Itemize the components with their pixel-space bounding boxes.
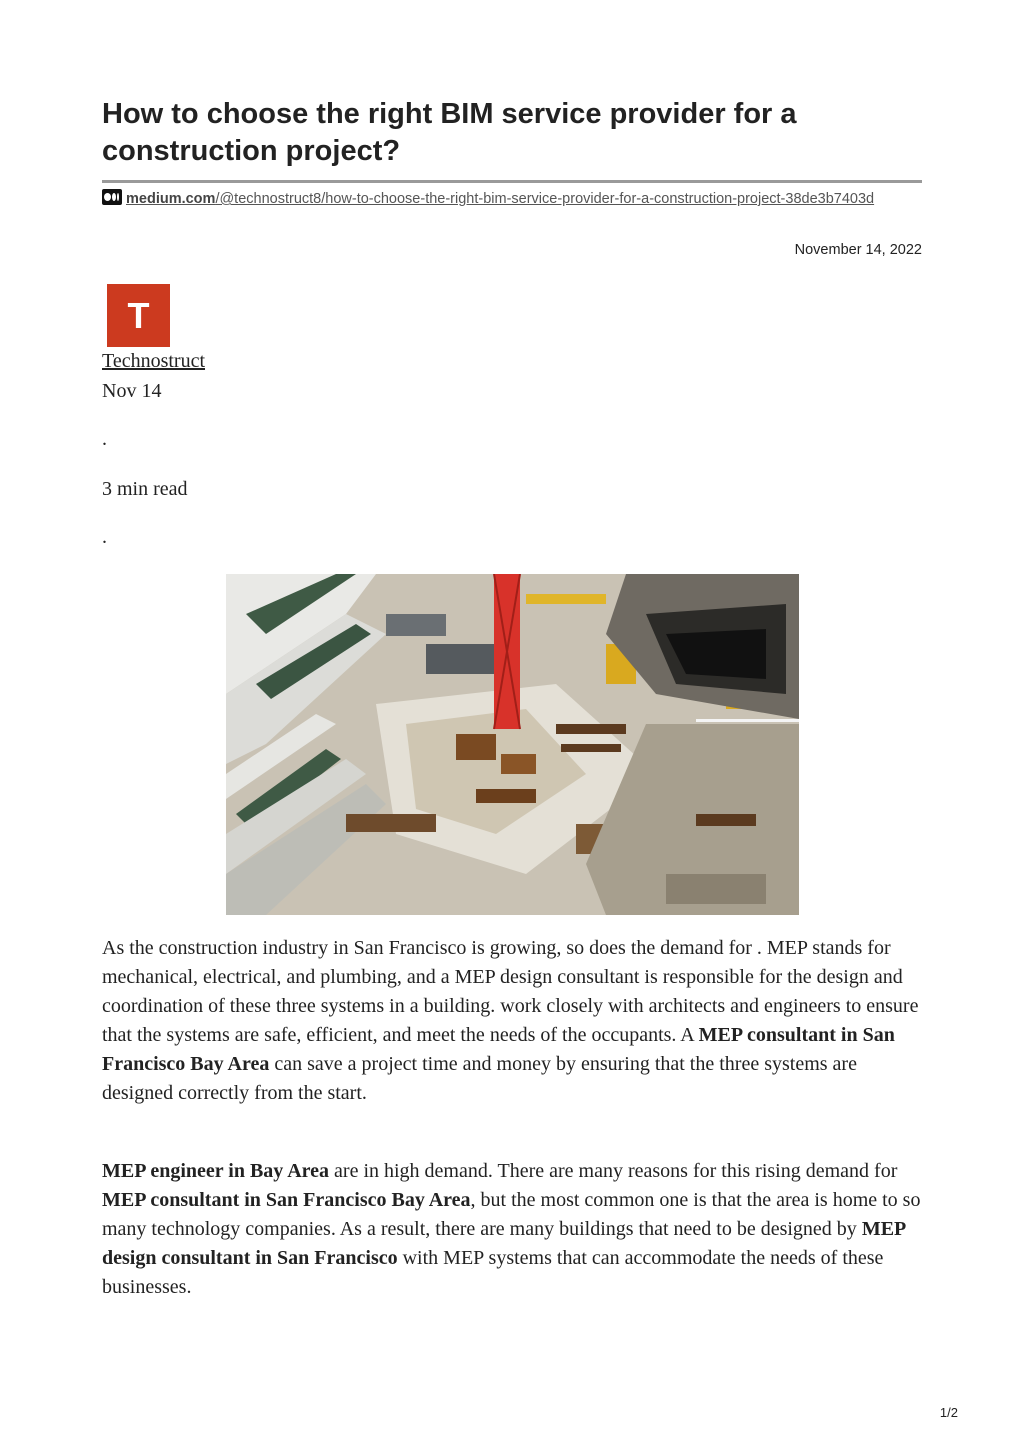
source-path: /@technostruct8/how-to-choose-the-right-bim-service-provider-for-a-construction-project-38de3b7403d [215, 191, 875, 207]
source-row [102, 189, 922, 210]
paragraph-text: As the construction industry in San Francisco is growing, so does the demand for . MEP stands for mechanical, electrical, and plumbing, and a MEP design consultant is responsible for the design and coordination of these three systems in a building. work closely with architects and engineers to ensure that the systems are safe, efficient, and meet the needs of the occupants. A [102, 937, 919, 1046]
bold-keyword: MEP consultant in San Francisco Bay Area [102, 1024, 895, 1075]
paragraph-text: , but the most common one is that the area is home to so many technology companies. As a result, there are many buildings that need to be designed by [102, 1189, 921, 1240]
publish-date: November 14, 2022 [794, 242, 922, 258]
avatar-letter: T [127, 294, 150, 336]
medium-icon [102, 189, 122, 205]
title-divider [102, 180, 922, 183]
paragraph-text: are in high demand. There are many reasons for this rising demand for [329, 1160, 898, 1182]
paragraph-text: can save a project time and money by ensuring that the three systems are designed correctly from the start. [102, 1053, 857, 1104]
source-link[interactable] [126, 191, 874, 207]
post-date: Nov 14 [102, 380, 162, 402]
hero-image [226, 574, 799, 915]
body-paragraph [102, 934, 922, 1108]
separator-dot: . [102, 428, 107, 450]
read-time: 3 min read [102, 478, 188, 500]
page-title: How to choose the right BIM service provider for a construction project? [102, 98, 797, 167]
avatar[interactable] [107, 284, 170, 347]
body-paragraph [102, 1157, 922, 1302]
bold-keyword: MEP engineer in Bay Area [102, 1160, 330, 1182]
paragraph-text: with MEP systems that can accommodate the needs of these businesses. [102, 1247, 884, 1298]
bold-keyword: MEP consultant in San Francisco Bay Area [102, 1189, 471, 1211]
author-link[interactable]: Technostruct [102, 350, 206, 372]
page-number: 1/2 [939, 1405, 958, 1420]
construction-site-illustration [226, 574, 799, 915]
source-domain: medium.com [126, 191, 216, 207]
separator-dot: . [102, 526, 107, 548]
bold-keyword: MEP design consultant in San Francisco [102, 1218, 906, 1269]
